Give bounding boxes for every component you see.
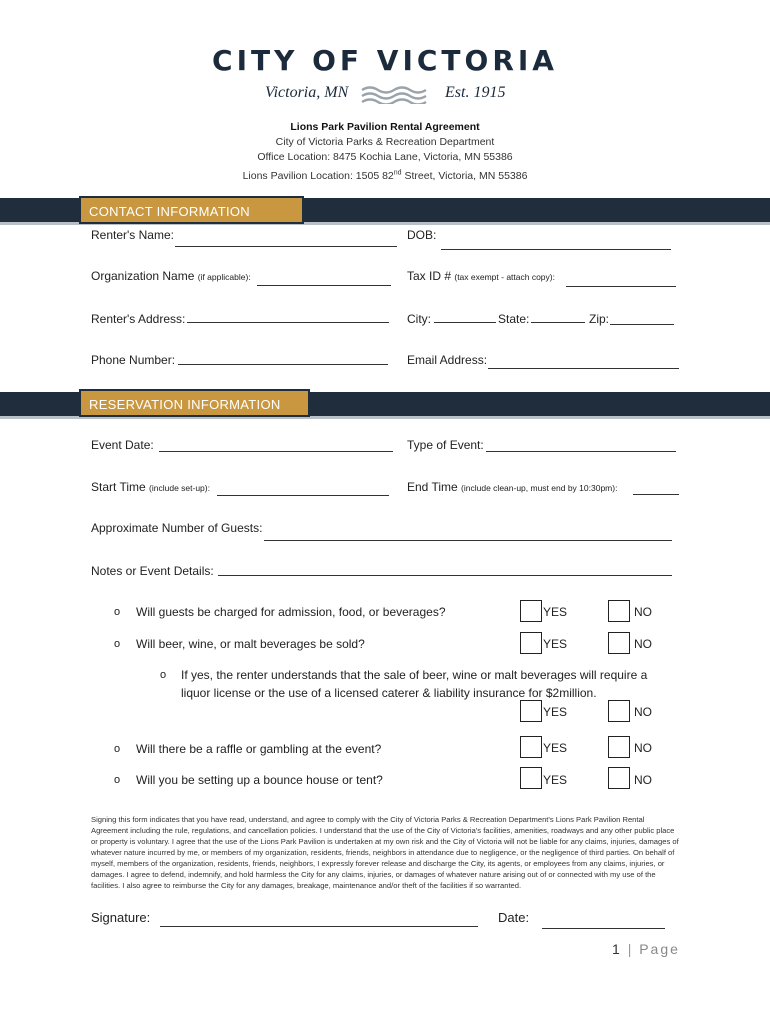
raffle-no-checkbox[interactable]	[608, 736, 630, 758]
office-location: Office Location: 8475 Kochia Lane, Victoria, MN 55386	[257, 151, 513, 163]
start-time-label: Start Time (include set-up):	[91, 480, 210, 494]
department-name: City of Victoria Parks & Recreation Department	[275, 136, 495, 148]
organization-name-label: Organization Name (if applicable):	[91, 269, 251, 283]
list-bullet: o	[160, 669, 167, 681]
guest-count-field[interactable]	[264, 540, 672, 541]
liquor-yes-checkbox[interactable]	[520, 700, 542, 722]
logo-established: Est. 1915	[445, 84, 506, 101]
city-logo-title: CITY OF VICTORIA	[212, 44, 558, 77]
reservation-section-heading: RESERVATION INFORMATION	[79, 389, 310, 417]
end-time-label: End Time (include clean-up, must end by 10:30pm):	[407, 480, 618, 494]
waves-logo-icon	[360, 86, 428, 104]
event-type-label: Type of Event:	[407, 438, 484, 452]
notes-field[interactable]	[218, 575, 672, 576]
address-field[interactable]	[187, 322, 389, 323]
list-bullet: o	[114, 743, 121, 755]
signature-field[interactable]	[160, 926, 478, 927]
list-bullet: o	[114, 774, 121, 786]
liquor-yes-label: YES	[543, 705, 568, 719]
admission-no-checkbox[interactable]	[608, 600, 630, 622]
phone-label: Phone Number:	[91, 353, 176, 367]
raffle-no-label: NO	[634, 741, 652, 755]
city-label: City:	[407, 312, 431, 326]
notes-label: Notes or Event Details:	[91, 564, 214, 578]
renter-name-label: Renter's Name:	[91, 228, 174, 242]
logo-location: Victoria, MN	[265, 84, 349, 101]
email-field[interactable]	[488, 368, 679, 369]
liquor-notice-line1: If yes, the renter understands that the sale of beer, wine or malt beverages will require a	[181, 668, 648, 682]
alcohol-no-label: NO	[634, 637, 652, 651]
event-date-field[interactable]	[159, 451, 393, 452]
phone-field[interactable]	[178, 364, 388, 365]
address-label: Renter's Address:	[91, 312, 186, 326]
page-number: 1 | Page	[612, 941, 680, 957]
event-type-field[interactable]	[486, 451, 676, 452]
pavilion-location: Lions Pavilion Location: 1505 82nd Street, Victoria, MN 55386	[242, 169, 528, 182]
email-label: Email Address:	[407, 353, 488, 367]
admission-yes-checkbox[interactable]	[520, 600, 542, 622]
state-field[interactable]	[531, 322, 585, 323]
liquor-notice-line2: liquor license or the use of a licensed caterer & liability insurance for $2million.	[181, 686, 597, 700]
tax-id-field[interactable]	[566, 286, 676, 287]
bounce-yes-label: YES	[543, 773, 568, 787]
raffle-yes-label: YES	[543, 741, 568, 755]
alcohol-yes-checkbox[interactable]	[520, 632, 542, 654]
liquor-no-checkbox[interactable]	[608, 700, 630, 722]
agreement-title: Lions Park Pavilion Rental Agreement	[290, 121, 480, 133]
dob-field[interactable]	[441, 249, 671, 250]
liquor-no-label: NO	[634, 705, 652, 719]
dob-label: DOB:	[407, 228, 437, 242]
alcohol-yes-label: YES	[543, 637, 568, 651]
renter-name-field[interactable]	[175, 246, 397, 247]
bounce-yes-checkbox[interactable]	[520, 767, 542, 789]
zip-field[interactable]	[610, 324, 674, 325]
question-bounce-house: Will you be setting up a bounce house or tent?	[136, 773, 383, 787]
question-admission: Will guests be charged for admission, food, or beverages?	[136, 605, 446, 619]
date-label: Date:	[498, 910, 530, 925]
signature-label: Signature:	[91, 910, 151, 925]
end-time-field[interactable]	[633, 494, 679, 495]
zip-label: Zip:	[589, 312, 610, 326]
liability-waiver-text: Signing this form indicates that you have read, understand, and agree to comply with the City of Victoria Parks & Recreation Department's Lions Park Pavilion Rental Agreement including the rule, regulations, and cancellation policies. I understand that the use of the City of Victoria's facilities, amenities, roadways and any other public place or property is voluntary. I agree that the use of the Lions Park Pavilion is undertaken at my own risk and the City of Victoria will not be liable for any claims, injuries, damages of whatever nature incurred by me, or members of my organization, residents, friends, neighbors in attendance due to negligence, or the negligence of third parties. On behalf of myself, members of the organization, residents, friends, neighbors, I expressly forever release and discharge the City, its agents, or employees from any claims, injuries, or damages. I agree to defend, indemnify, and hold harmless the City for any claims, injuries, or damages of whatever nature arising out of or connected with my use of the facilities. I also agree to reimburse the City for any damages, breakage, maintenance and/or theft of the facilities if so warranted.	[91, 815, 679, 890]
alcohol-no-checkbox[interactable]	[608, 632, 630, 654]
contact-section-heading: CONTACT INFORMATION	[79, 196, 304, 224]
agreement-header	[0, 120, 770, 184]
list-bullet: o	[114, 606, 121, 618]
city-field[interactable]	[434, 322, 496, 323]
question-raffle: Will there be a raffle or gambling at the event?	[136, 742, 382, 756]
question-alcohol: Will beer, wine, or malt beverages be sold?	[136, 637, 365, 651]
admission-yes-label: YES	[543, 605, 568, 619]
organization-name-field[interactable]	[257, 285, 391, 286]
start-time-field[interactable]	[217, 495, 389, 496]
list-bullet: o	[114, 638, 121, 650]
bounce-no-checkbox[interactable]	[608, 767, 630, 789]
bounce-no-label: NO	[634, 773, 652, 787]
raffle-yes-checkbox[interactable]	[520, 736, 542, 758]
admission-no-label: NO	[634, 605, 652, 619]
date-field[interactable]	[542, 928, 665, 929]
tax-id-label: Tax ID # (tax exempt - attach copy):	[407, 269, 555, 283]
guest-count-label: Approximate Number of Guests:	[91, 521, 263, 535]
event-date-label: Event Date:	[91, 438, 154, 452]
state-label: State:	[498, 312, 530, 326]
